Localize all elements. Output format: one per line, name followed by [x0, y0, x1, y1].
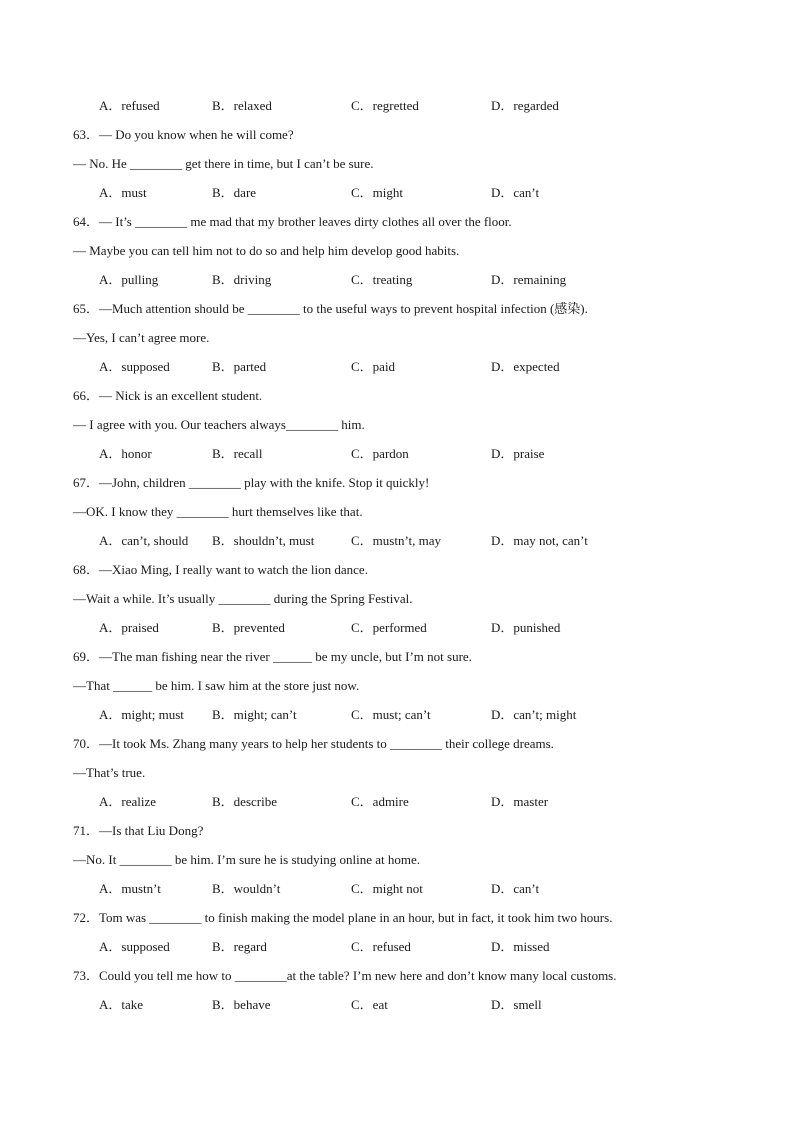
options-row	[99, 620, 739, 636]
option-b: B．recall	[212, 446, 263, 461]
options-row	[99, 359, 739, 375]
question-line: —No. It ________ be him. I’m sure he is studying online at home.	[73, 852, 420, 867]
option-a: A．pulling	[99, 272, 159, 287]
option-d: D．can’t; might	[491, 707, 577, 722]
options-row	[99, 881, 739, 897]
option-b: B．shouldn’t, must	[212, 533, 315, 548]
question-line: — I agree with you. Our teachers always________ him.	[73, 417, 365, 432]
option-c: C．pardon	[351, 446, 409, 461]
question-line: 73．Could you tell me how to ________at the table? I’m new here and don’t know many local customs.	[73, 968, 617, 983]
question-line: 71．—Is that Liu Dong?	[73, 823, 204, 838]
options-row	[99, 446, 739, 462]
option-c: C．admire	[351, 794, 409, 809]
question-line: 67．—John, children ________ play with the knife. Stop it quickly!	[73, 475, 430, 490]
option-c: C．paid	[351, 359, 396, 374]
options-row	[99, 997, 739, 1013]
options-row	[99, 533, 739, 549]
option-a: A．refused	[99, 98, 160, 113]
question-line: —OK. I know they ________ hurt themselves like that.	[73, 504, 363, 519]
option-d: D．can’t	[491, 185, 540, 200]
option-c: C．treating	[351, 272, 413, 287]
question-line: —Yes, I can’t agree more.	[73, 330, 210, 345]
option-c: C．might not	[351, 881, 423, 896]
option-b: B．describe	[212, 794, 277, 809]
question-line: 68．—Xiao Ming, I really want to watch the lion dance.	[73, 562, 368, 577]
option-a: A．realize	[99, 794, 157, 809]
option-d: D．punished	[491, 620, 561, 635]
option-c: C．must; can’t	[351, 707, 431, 722]
option-d: D．may not, can’t	[491, 533, 588, 548]
option-d: D．can’t	[491, 881, 540, 896]
question-line: 64．— It’s ________ me mad that my brother leaves dirty clothes all over the floor.	[73, 214, 512, 229]
option-b: B．parted	[212, 359, 267, 374]
option-d: D．regarded	[491, 98, 559, 113]
question-line: 63．— Do you know when he will come?	[73, 127, 294, 142]
option-a: A．mustn’t	[99, 881, 161, 896]
option-a: A．supposed	[99, 939, 170, 954]
option-d: D．master	[491, 794, 549, 809]
option-c: C．performed	[351, 620, 427, 635]
option-b: B．prevented	[212, 620, 285, 635]
option-b: B．might; can’t	[212, 707, 297, 722]
question-line: 69．—The man fishing near the river ______ be my uncle, but I’m not sure.	[73, 649, 472, 664]
question-line: —That’s true.	[73, 765, 146, 780]
options-row	[99, 98, 739, 114]
option-c: C．might	[351, 185, 404, 200]
question-line: — No. He ________ get there in time, but I can’t be sure.	[73, 156, 374, 171]
option-b: B．relaxed	[212, 98, 272, 113]
options-row	[99, 794, 739, 810]
option-b: B．dare	[212, 185, 257, 200]
question-line: 72．Tom was ________ to finish making the model plane in an hour, but in fact, it took him two hours.	[73, 910, 613, 925]
option-a: A．take	[99, 997, 144, 1012]
option-b: B．regard	[212, 939, 267, 954]
options-row	[99, 939, 739, 955]
option-b: B．driving	[212, 272, 272, 287]
option-a: A．might; must	[99, 707, 184, 722]
options-row	[99, 707, 739, 723]
option-a: A．supposed	[99, 359, 170, 374]
option-d: D．expected	[491, 359, 560, 374]
option-a: A．honor	[99, 446, 152, 461]
option-a: A．praised	[99, 620, 159, 635]
option-c: C．refused	[351, 939, 411, 954]
option-d: D．remaining	[491, 272, 567, 287]
option-a: A．can’t, should	[99, 533, 189, 548]
option-d: D．smell	[491, 997, 542, 1012]
option-d: D．praise	[491, 446, 545, 461]
option-c: C．mustn’t, may	[351, 533, 442, 548]
options-row	[99, 185, 739, 201]
option-b: B．wouldn’t	[212, 881, 281, 896]
option-d: D．missed	[491, 939, 550, 954]
question-line: 65．—Much attention should be ________ to the useful ways to prevent hospital infection (感染).	[73, 301, 588, 316]
question-line: —That ______ be him. I saw him at the store just now.	[73, 678, 360, 693]
option-c: C．regretted	[351, 98, 419, 113]
options-row	[99, 272, 739, 288]
question-line: 70．—It took Ms. Zhang many years to help her students to ________ their college dreams.	[73, 736, 554, 751]
option-a: A．must	[99, 185, 147, 200]
question-line: 66．— Nick is an excellent student.	[73, 388, 263, 403]
option-c: C．eat	[351, 997, 388, 1012]
question-line: —Wait a while. It’s usually ________ during the Spring Festival.	[73, 591, 413, 606]
option-b: B．behave	[212, 997, 271, 1012]
question-line: — Maybe you can tell him not to do so and help him develop good habits.	[73, 243, 460, 258]
